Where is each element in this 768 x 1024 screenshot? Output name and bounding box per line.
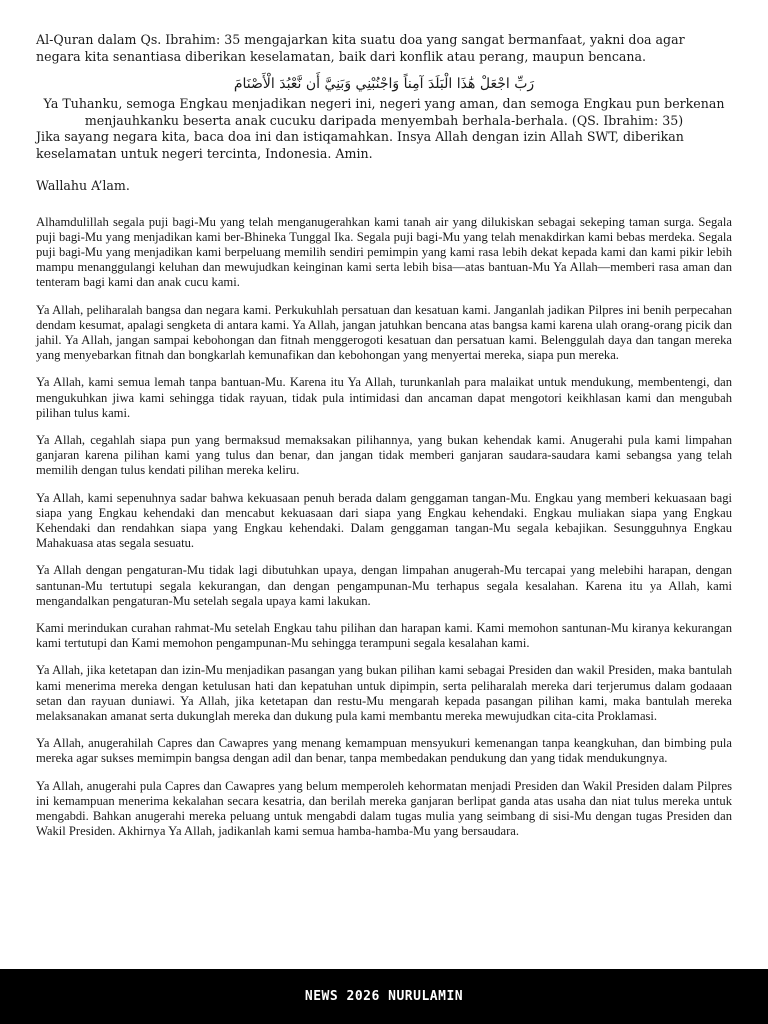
- prayer-paragraph: Ya Allah, anugerahilah Capres dan Cawapres yang menang kemampuan mensyukuri kemenangan tanpa keangkuhan, dan bimbing pula mereka agar sukses memimpin bangsa dengan adil dan benar, tanpa membedakan pendukung dan yang tidak mendukungnya.: [36, 736, 732, 766]
- closing-paragraph: Jika sayang negara kita, baca doa ini dan istiqamahkan. Insya Allah dengan izin Allah SWT, diberikan keselamatan untuk negeri tercinta, Indonesia. Amin.: [36, 129, 684, 161]
- prayer-paragraph: Alhamdulillah segala puji bagi-Mu yang telah menganugerahkan kami tanah air yang dilukiskan sebagai sekeping taman surga. Segala puji bagi-Mu yang menjadikan kami ber-Bhineka Tunggal Ika. Segala puji bagi-Mu yang telah menakdirkan kami bebas merdeka. Segala puji bagi-Mu yang menjadikan kami berpeluang memilih sendiri pemimpin yang kami rasa lebih dekat kepada kami dan kami pikir lebih mampu menanggulangi keluhan dan mewujudkan keinginan kami serta lebih bisa—atas bantuan-Mu Ya Allah—memberi rasa aman dan tenteram bagi kami dan anak cucu kami.: [36, 214, 732, 290]
- closing-section: [36, 129, 732, 195]
- verse-translation: Ya Tuhanku, semoga Engkau menjadikan negeri ini, negeri yang aman, dan semoga Engkau pun berkenan menjauhkanku beserta anak cucuku daripada menyembah berhala-berhala. (QS. Ibrahim: 35): [43, 96, 725, 128]
- intro-paragraph: Al-Quran dalam Qs. Ibrahim: 35 mengajarkan kita suatu doa yang sangat bermanfaat, yakni doa agar negara kita senantiasa diberikan keselamatan, baik dari konflik atau perang, maupun bencana.: [36, 32, 685, 64]
- prayer-paragraph: Ya Allah, cegahlah siapa pun yang bermaksud memaksakan pilihannya, yang bukan kehendak kami. Anugerahi pula kami limpahan ganjaran karena pilihan kami yang tulus dan benar, dan jangan tidak memberi ganjaran saudara-saudara kami sebangsa yang telah memilih dengan tulus kendati pilihan mereka keliru.: [36, 432, 732, 478]
- signoff: Wallahu A’lam.: [36, 178, 130, 193]
- prayer-paragraph: Ya Allah, jika ketetapan dan izin-Mu menjadikan pasangan yang bukan pilihan kami sebagai Presiden dan wakil Presiden, maka bantulah kami menerima mereka dengan ketulusan hati dan kepatuhan untuk dipimpin, serta peliharalah mereka dari terjerumus dalam godaaan setan dan rayuan duniawi. Ya Allah, jika ketetapan dan restu-Mu mengarah kepada pasangan pilihan kami, maka bantulah mereka melaksanakan amanat serta dukunglah mereka dan dukung pula kami membantu mereka mewujudkan cita-cita Proklamasi.: [36, 663, 732, 723]
- footer-label: NEWS 2026 NURULAMIN: [304, 989, 464, 1004]
- prayer-section: [36, 215, 732, 840]
- arabic-verse: رَبِّ اجْعَلْ هَٰذَا الْبَلَدَ آمِناً وَاجْنُبْنِي وَبَنِيَّ أَن نَّعْبُدَ الْأَصْنَامَ: [233, 76, 535, 92]
- prayer-paragraph: Ya Allah, kami semua lemah tanpa bantuan-Mu. Karena itu Ya Allah, turunkanlah para malaikat untuk mendukung, membentengi, dan mengukuhkan jiwa kami sehingga tidak rayuan, tidak pula intimidasi dan ancaman dapat mengotori keikhlasan kami dan mengubah pilihan tulus kami.: [36, 375, 732, 420]
- prayer-paragraph: Ya Allah, kami sepenuhnya sadar bahwa kekuasaan penuh berada dalam genggaman tangan-Mu. Engkau yang memberi kekuasaan bagi siapa yang Engkau kehendaki dan mencabut kekuasaan dari siapa yang Engkau kehendaki. Engkau muliakan siapa yang Engkau Kehendaki dan rendahkan siapa yang Engkau kehendaki. Dalam genggaman tangan-Mu segala kebajikan. Sesungguhnya Engkau Mahakuasa atas segala sesuatu.: [36, 490, 732, 551]
- prayer-paragraph: Ya Allah, peliharalah bangsa dan negara kami. Perkukuhlah persatuan dan kesatuan kami. Janganlah jadikan Pilpres ini benih perpecahan dendam kesumat, apalagi sengketa di antara kami. Ya Allah, jangan jatuhkan bencana atas bangsa kami karena ulah orang-orang picik dan jahil. Ya Allah, jangan sampai kebohongan dan fitnah menggerogoti kesatuan dan persatuan kami. Belenggulah daya dan tangan mereka yang menyebarkan fitnah dan bongkarlah kemunafikan dan kebohongan yang menyertai mereka, siapa pun mereka.: [36, 302, 732, 363]
- prayer-paragraph: Kami merindukan curahan rahmat-Mu setelah Engkau tahu pilihan dan harapan kami. Kami memohon santunan-Mu kiranya kekurangan kami tertutupi dan Kami memohon pengampunan-Mu sehingga terampuni segala kesalahan kami.: [36, 620, 732, 651]
- footer-banner: [0, 969, 768, 1024]
- prayer-paragraph: Ya Allah dengan pengaturan-Mu tidak lagi dibutuhkan upaya, dengan limpahan anugerah-Mu tercapai yang melebihi harapan, dengan santunan-Mu tertutupi segala kekurangan, dan dengan pengampunan-Mu terhapus segala kesalahan. Karena itu ya Allah, kami mengandalkan pengaturan-Mu setelah segala upaya kami lakukan.: [36, 563, 732, 608]
- prayer-paragraph: Ya Allah, anugerahi pula Capres dan Cawapres yang belum memperoleh kehormatan menjadi Presiden dan Wakil Presiden dalam Pilpres ini kemampuan menerima kekalahan secara kesatria, dan berilah mereka ganjaran berlipat ganda atas usaha dan niat tulus mereka untuk mengabdi. Bahkan anugerahi mereka peluang untuk mengabdi dalam tugas mulia yang seimbang di sisi-Mu dengan tugas Presiden dan Wakil Presiden. Akhirnya Ya Allah, jadikanlah kami semua hamba-hamba-Mu yang bersaudara.: [36, 778, 732, 839]
- intro-section: [36, 32, 732, 129]
- article-body: [36, 32, 732, 851]
